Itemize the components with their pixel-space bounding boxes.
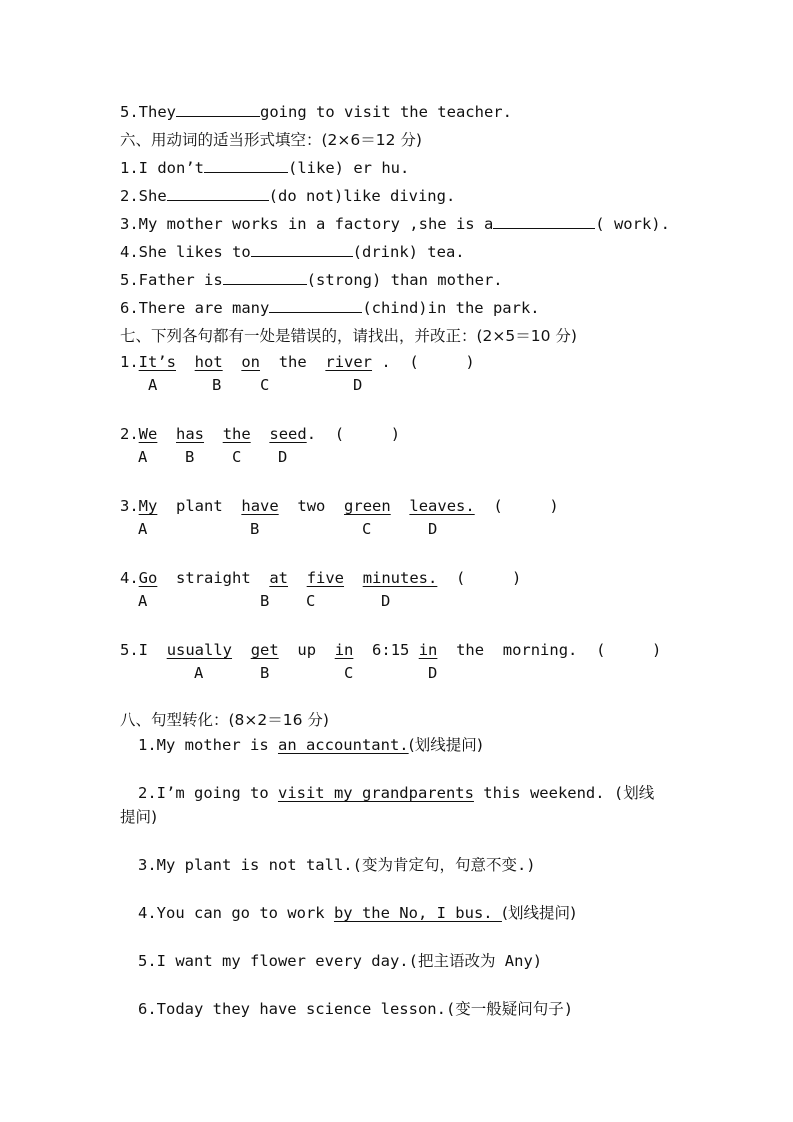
option-label: B xyxy=(250,520,260,538)
sec8-q3: 3.My plant is not tall.(变为肯定句，句意不变.) xyxy=(138,856,536,874)
option-label: C xyxy=(344,664,354,682)
sec6-item-1: 1.I don’t (like) er hu. xyxy=(120,159,410,177)
sec8-q6: 6.Today they have science lesson.(变一般疑问句子) xyxy=(138,1000,574,1018)
sec8-heading: 八、句型转化：(8×2＝16 分) xyxy=(120,711,329,729)
option-label: A xyxy=(138,520,148,538)
answer-blank[interactable] xyxy=(204,158,288,173)
sec7-heading: 七、下列各句都有一处是错误的，请找出，并改正：(2×5＝10 分) xyxy=(120,327,577,345)
option-label: D xyxy=(428,664,438,682)
sec8-q1: 1.My mother is an accountant.(划线提问) xyxy=(138,736,483,754)
sec6-item-3: 3.My mother works in a factory ,she is a ( work). xyxy=(120,215,670,233)
option-label: A xyxy=(148,376,158,394)
answer-blank[interactable] xyxy=(269,298,362,313)
option-label: C xyxy=(306,592,316,610)
answer-paren[interactable]: ( ) xyxy=(493,497,559,515)
option-label: D xyxy=(278,448,288,466)
answer-blank[interactable] xyxy=(223,270,307,285)
sec7-q3: 3.My plant have two green leaves. ( ) xyxy=(120,497,559,515)
option-label: A xyxy=(138,592,148,610)
sec6-item-4: 4.She likes to (drink) tea. xyxy=(120,243,465,261)
option-label: D xyxy=(353,376,363,394)
option-label: B xyxy=(212,376,222,394)
option-label: B xyxy=(185,448,195,466)
answer-blank[interactable] xyxy=(176,102,260,117)
sec8-q4: 4.You can go to work by the No, I bus. (划线提问) xyxy=(138,904,577,922)
option-label: B xyxy=(260,664,270,682)
answer-blank[interactable] xyxy=(167,186,269,201)
answer-paren[interactable]: ( ) xyxy=(596,641,662,659)
option-label: A xyxy=(194,664,204,682)
answer-blank[interactable] xyxy=(493,214,595,229)
answer-paren[interactable]: ( ) xyxy=(456,569,522,587)
option-label: C xyxy=(232,448,242,466)
sec7-q4: 4.Go straight at five minutes. ( ) xyxy=(120,569,522,587)
answer-blank[interactable] xyxy=(251,242,353,257)
option-label: C xyxy=(362,520,372,538)
sec7-q5: 5.I usually get up in 6:15 in the morning. ( ) xyxy=(120,641,662,659)
sec7-q2: 2.We has the seed. ( ) xyxy=(120,425,401,443)
sec6-item-5: 5.Father is (strong) than mother. xyxy=(120,271,503,289)
option-label: D xyxy=(428,520,438,538)
sec6-heading: 六、用动词的适当形式填空：(2×6＝12 分) xyxy=(120,131,422,149)
answer-paren[interactable]: ( ) xyxy=(409,353,475,371)
option-label: A xyxy=(138,448,148,466)
option-label: C xyxy=(260,376,270,394)
option-label: D xyxy=(381,592,391,610)
sec7-q1: 1.It’s hot on the river . ( ) xyxy=(120,353,475,371)
sec5-q5: 5.They going to visit the teacher. xyxy=(120,103,512,121)
sec8-q5: 5.I want my flower every day.(把主语改为 Any) xyxy=(138,952,543,970)
sec8-q2: 2.I’m going to visit my grandparents this weekend. (划线 xyxy=(138,784,655,802)
answer-paren[interactable]: ( ) xyxy=(334,425,401,443)
option-label: B xyxy=(260,592,270,610)
sec8-q2-cont: 提问) xyxy=(120,808,158,826)
sec6-item-6: 6.There are many (chind)in the park. xyxy=(120,299,540,317)
sec6-item-2: 2.She (do not)like diving. xyxy=(120,187,456,205)
